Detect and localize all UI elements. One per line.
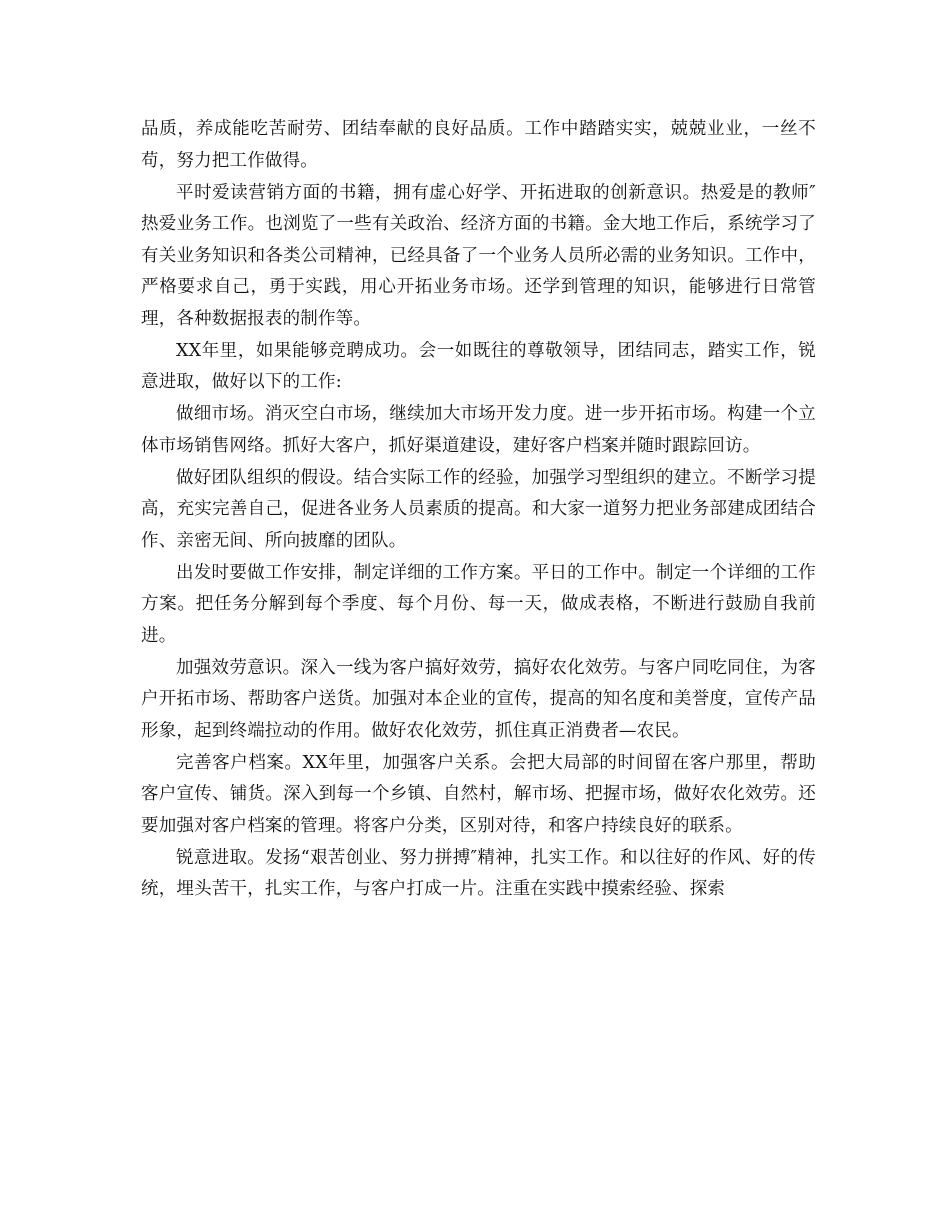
paragraph-1: 品质，养成能吃苦耐劳、团结奉献的良好品质。工作中踏踏实实，兢兢业业，一丝不苟，努力把工作做得。 [141, 119, 816, 171]
paragraph-7: 加强效劳意识。深入一线为客户搞好效劳，搞好农化效劳。与客户同吃同住，为客户开拓市场、帮助客户送货。加强对本企业的宣传，提高的知名度和美誉度，宣传产品形象，起到终端拉动的作用。做好农化效劳，抓住真正消费者—农民。 [141, 657, 816, 741]
paragraph-2: 平时爱读营销方面的书籍，拥有虚心好学、开拓进取的创新意识。热爱是的教师″热爱业务工作。也浏览了一些有关政治、经济方面的书籍。金大地工作后，系统学习了有关业务知识和各类公司精神，已经具备了一个业务人员所必需的业务知识。工作中，严格要求自己，勇于实践，用心开拓业务市场。还学到管理的知识，能够进行日常管理，各种数据报表的制作等。 [141, 182, 816, 329]
document-body [141, 114, 816, 906]
paragraph-4: 做细市场。消灭空白市场，继续加大市场开发力度。进一步开拓市场。构建一个立体市场销售网络。抓好大客户，抓好渠道建设，建好客户档案并随时跟踪回访。 [141, 404, 816, 456]
paragraph-9: 锐意进取。发扬“艰苦创业、努力拼搏″精神，扎实工作。和以往好的作风、好的传统，埋头苦干，扎实工作，与客户打成一片。注重在实践中摸索经验、探索 [141, 847, 816, 899]
paragraph-6: 出发时要做工作安排，制定详细的工作方案。平日的工作中。制定一个详细的工作方案。把任务分解到每个季度、每个月份、每一天，做成表格，不断进行鼓励自我前进。 [141, 562, 816, 646]
paragraph-3: XX年里，如果能够竞聘成功。会一如既往的尊敬领导，团结同志，踏实工作，锐意进取，做好以下的工作: [141, 340, 816, 392]
paragraph-8: 完善客户档案。XX年里，加强客户关系。会把大局部的时间留在客户那里，帮助客户宣传、铺货。深入到每一个乡镇、自然村，解市场、把握市场，做好农化效劳。还要加强对客户档案的管理。将客户分类，区别对待，和客户持续良好的联系。 [141, 752, 816, 836]
paragraph-5: 做好团队组织的假设。结合实际工作的经验，加强学习型组织的建立。不断学习提高，充实完善自己，促进各业务人员素质的提高。和大家一道努力把业务部建成团结合作、亲密无间、所向披靡的团队。 [141, 467, 816, 551]
